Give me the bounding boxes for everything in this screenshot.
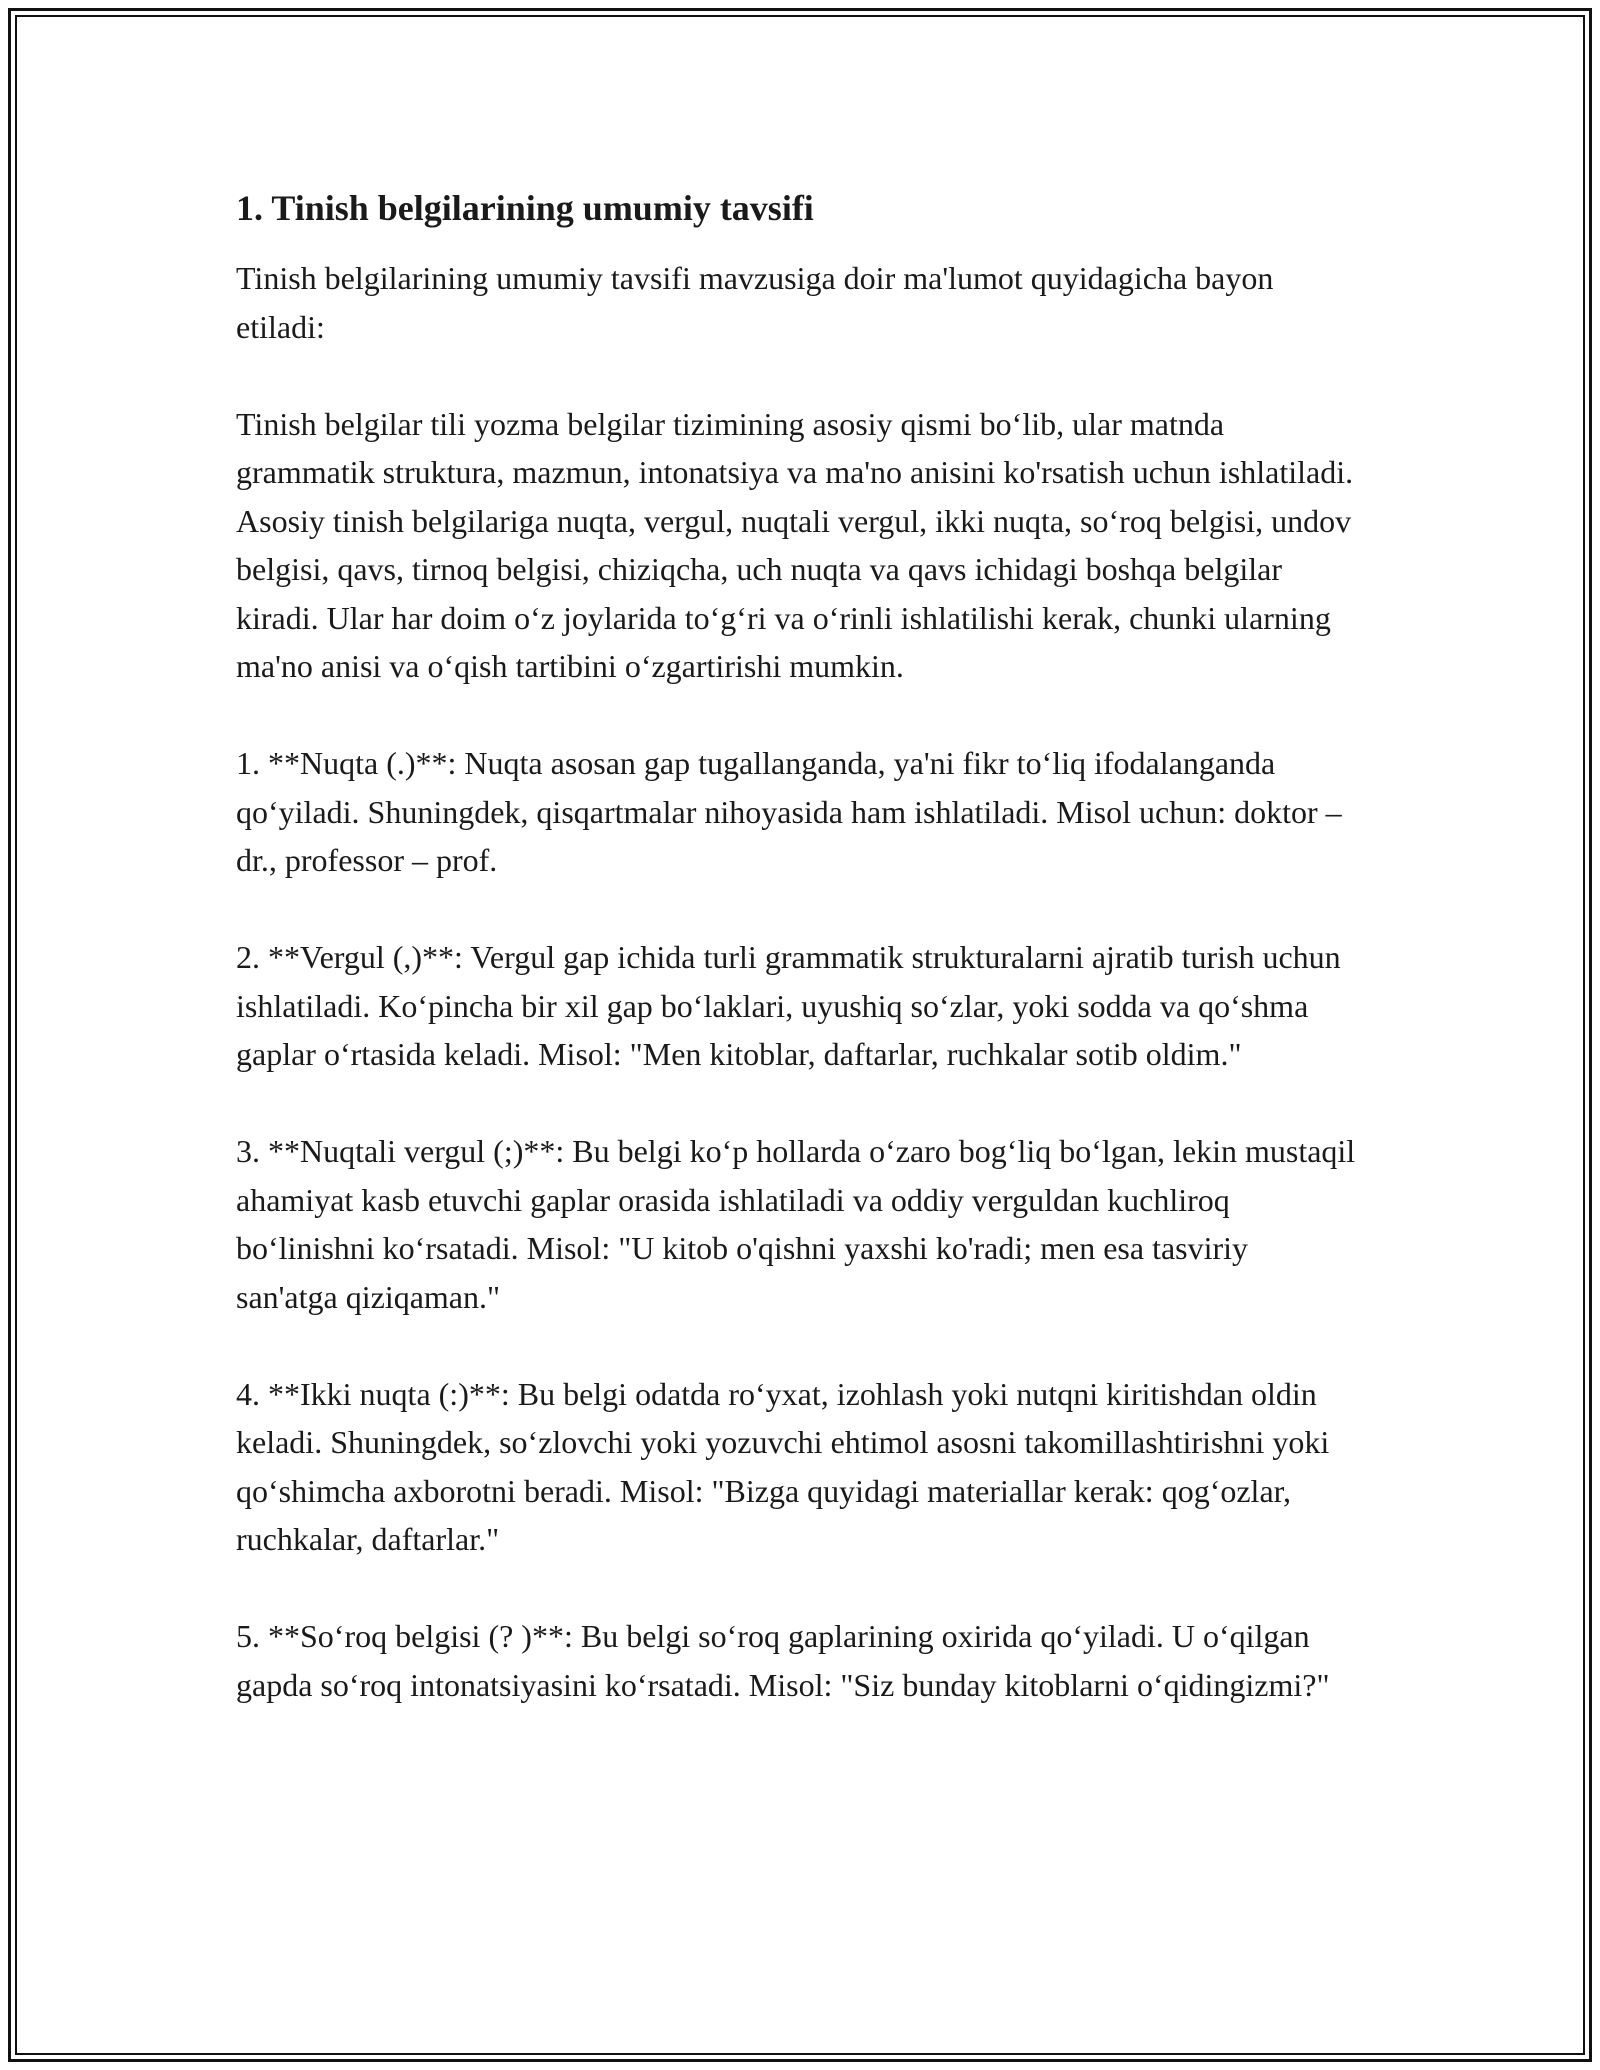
- overview-paragraph: Tinish belgilar tili yozma belgilar tizimining asosiy qismi bo‘lib, ular matnda grammatik struktura, mazmun, intonatsiya va ma'no anisini ko'rsatish uchun ishlatiladi. Asosiy tinish belgilariga nuqta, vergul, nuqtali vergul, ikki nuqta, so‘roq belgisi, undov belgisi, qavs, tirnoq belgisi, chiziqcha, uch nuqta va qavs ichidagi boshqa belgilar kiradi. Ular har doim o‘z joylarida to‘g‘ri va o‘rinli ishlatilishi kerak, chunki ularning ma'no anisi va o‘qish tartibini o‘zgartirishi mumkin.: [236, 405, 1354, 684]
- item-nuqta-paragraph: 1. **Nuqta (.)**: Nuqta asosan gap tugallanganda, ya'ni fikr to‘liq ifodalanganda qo‘yiladi. Shuningdek, qisqartmalar nihoyasida ham ishlatiladi. Misol uchun: doktor – dr., professor – prof.: [236, 745, 1342, 878]
- item-ikki-nuqta-paragraph: 4. **Ikki nuqta (:)**: Bu belgi odatda ro‘yxat, izohlash yoki nutqni kiritishdan oldin keladi. Shuningdek, so‘zlovchi yoki yozuvchi ehtimol asosni takomillashtirishni yoki qo‘shimcha axborotni beradi. Misol: "Bizga quyidagi materiallar kerak: qog‘ozlar, ruchkalar, daftarlar.": [236, 1375, 1330, 1557]
- intro-paragraph: Tinish belgilarining umumiy tavsifi mavzusiga doir ma'lumot quyidagicha bayon etiladi:: [236, 260, 1274, 345]
- item-vergul-paragraph: 2. **Vergul (,)**: Vergul gap ichida turli grammatik strukturalarni ajratib turish uchun ishlatiladi. Ko‘pincha bir xil gap bo‘laklari, uyushiq so‘zlar, yoki sodda va qo‘shma gaplar o‘rtasida keladi. Misol: "Men kitoblar, daftarlar, ruchkalar sotib oldim.": [236, 939, 1341, 1072]
- document-body: [236, 186, 1356, 1758]
- item-soroq-belgisi-paragraph: 5. **So‘roq belgisi (? )**: Bu belgi so‘roq gaplarining oxirida qo‘yiladi. U o‘qilgan gapda so‘roq intonatsiyasini ko‘rsatadi. Misol: "Siz bunday kitoblarni o‘qidingizmi?": [236, 1618, 1330, 1703]
- section-heading: 1. Tinish belgilarining umumiy tavsifi: [236, 188, 814, 228]
- item-nuqtali-vergul-paragraph: 3. **Nuqtali vergul (;)**: Bu belgi ko‘p hollarda o‘zaro bog‘liq bo‘lgan, lekin mustaqil ahamiyat kasb etuvchi gaplar orasida ishlatiladi va oddiy verguldan kuchliroq bo‘linishni ko‘rsatadi. Misol: "U kitob o'qishni yaxshi ko'radi; men esa tasviriy san'atga qiziqaman.": [236, 1133, 1356, 1315]
